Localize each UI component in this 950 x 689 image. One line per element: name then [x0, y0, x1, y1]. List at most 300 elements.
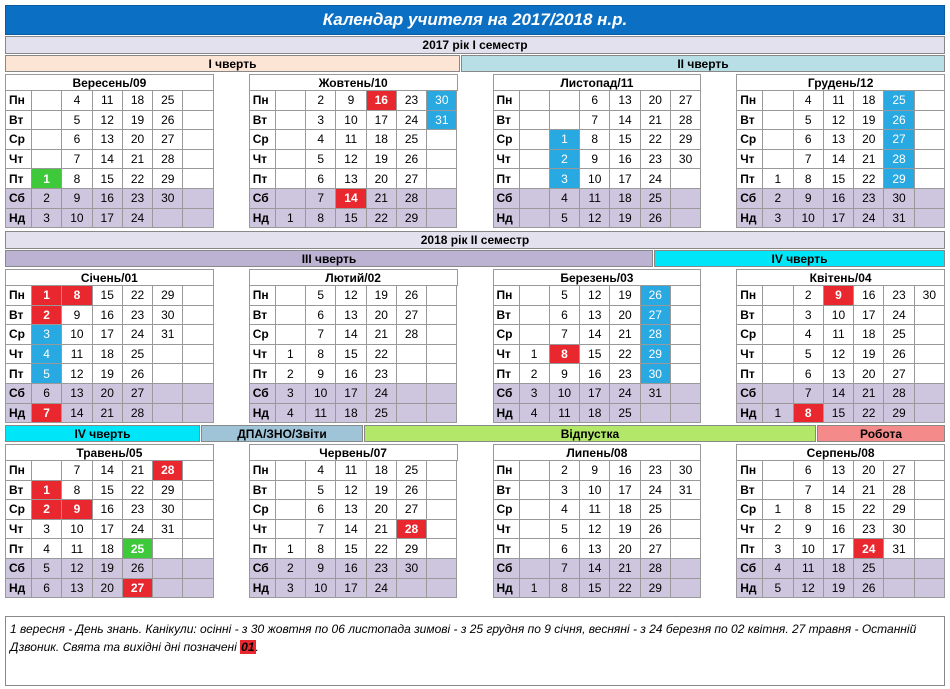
day-label: Вт	[494, 306, 520, 326]
day-label: Пт	[250, 169, 276, 189]
day-label: Нд	[6, 404, 32, 424]
empty-cell	[520, 461, 550, 481]
vacation-band: Відпустка	[364, 425, 816, 442]
month-grid	[5, 90, 214, 228]
day-label: Сб	[6, 384, 32, 404]
day-cell: 29	[397, 539, 427, 559]
day-cell: 8	[794, 169, 824, 189]
month-name: Жовтень/10	[249, 74, 458, 90]
day-cell: 14	[824, 481, 854, 501]
day-cell: 26	[884, 345, 914, 365]
day-cell: 29	[641, 345, 671, 365]
day-cell: 21	[854, 384, 884, 404]
day-label: Чт	[494, 150, 520, 170]
empty-cell	[183, 345, 213, 365]
note-end: .	[255, 640, 259, 654]
day-cell: 12	[580, 209, 610, 229]
day-cell: 9	[824, 286, 854, 306]
day-cell: 4	[276, 404, 306, 424]
day-cell: 6	[32, 579, 62, 599]
day-cell: 12	[62, 559, 92, 579]
day-cell: 1	[276, 539, 306, 559]
day-cell: 17	[824, 209, 854, 229]
day-cell: 9	[580, 150, 610, 170]
day-label: Нд	[6, 579, 32, 599]
day-cell: 14	[62, 404, 92, 424]
day-cell: 4	[763, 559, 793, 579]
day-cell: 12	[93, 111, 123, 131]
day-cell: 16	[367, 91, 397, 111]
day-cell: 7	[306, 325, 336, 345]
day-label: Сб	[737, 189, 763, 209]
day-cell: 25	[123, 539, 153, 559]
day-cell: 24	[367, 384, 397, 404]
empty-cell	[763, 306, 793, 326]
empty-cell	[520, 559, 550, 579]
day-cell: 6	[794, 364, 824, 384]
day-label: Ср	[737, 130, 763, 150]
day-cell: 15	[580, 345, 610, 365]
empty-cell	[671, 364, 701, 384]
day-label: Пн	[494, 286, 520, 306]
day-cell: 24	[397, 111, 427, 131]
day-cell: 1	[32, 169, 62, 189]
day-cell: 23	[641, 150, 671, 170]
dpa-band: ДПА/ЗНО/Звіти	[201, 425, 363, 442]
day-cell: 11	[306, 404, 336, 424]
day-cell: 29	[671, 130, 701, 150]
empty-cell	[153, 559, 183, 579]
day-cell: 19	[610, 286, 640, 306]
day-cell: 19	[610, 209, 640, 229]
day-cell: 21	[367, 325, 397, 345]
day-cell: 2	[550, 150, 580, 170]
day-label: Сб	[494, 384, 520, 404]
day-cell: 13	[62, 384, 92, 404]
empty-cell	[915, 189, 945, 209]
day-label: Нд	[494, 404, 520, 424]
day-cell: 10	[824, 306, 854, 326]
day-cell: 7	[550, 325, 580, 345]
day-cell: 5	[306, 150, 336, 170]
day-cell: 18	[610, 500, 640, 520]
day-cell: 2	[32, 500, 62, 520]
day-cell: 4	[520, 404, 550, 424]
day-label: Чт	[250, 345, 276, 365]
day-cell: 25	[153, 91, 183, 111]
empty-cell	[427, 500, 457, 520]
day-cell: 3	[763, 539, 793, 559]
day-cell: 6	[306, 306, 336, 326]
day-cell: 29	[397, 209, 427, 229]
day-cell: 10	[62, 520, 92, 540]
empty-cell	[520, 481, 550, 501]
month-block	[736, 444, 945, 600]
day-cell: 24	[884, 306, 914, 326]
day-cell: 9	[550, 364, 580, 384]
month-block	[5, 74, 214, 230]
day-cell: 22	[610, 345, 640, 365]
empty-cell	[520, 306, 550, 326]
empty-cell	[397, 579, 427, 599]
day-label: Пн	[250, 461, 276, 481]
empty-cell	[763, 345, 793, 365]
empty-cell	[183, 189, 213, 209]
day-cell: 9	[306, 559, 336, 579]
day-label: Сб	[737, 384, 763, 404]
day-cell: 4	[794, 91, 824, 111]
empty-cell	[183, 500, 213, 520]
empty-cell	[183, 404, 213, 424]
holiday-legend-marker: 01	[241, 640, 255, 654]
day-label: Нд	[737, 404, 763, 424]
day-cell: 12	[336, 286, 366, 306]
day-cell: 5	[763, 579, 793, 599]
empty-cell	[763, 461, 793, 481]
day-label: Ср	[6, 500, 32, 520]
day-cell: 16	[93, 306, 123, 326]
day-cell: 13	[336, 306, 366, 326]
day-cell: 26	[397, 150, 427, 170]
day-cell: 4	[306, 130, 336, 150]
day-cell: 31	[153, 520, 183, 540]
day-label: Нд	[250, 209, 276, 229]
day-cell: 13	[824, 364, 854, 384]
day-cell: 17	[93, 209, 123, 229]
day-cell: 27	[884, 130, 914, 150]
empty-cell	[183, 384, 213, 404]
day-cell: 14	[824, 150, 854, 170]
day-cell: 1	[32, 481, 62, 501]
day-cell: 29	[641, 579, 671, 599]
day-cell: 16	[824, 189, 854, 209]
empty-cell	[520, 189, 550, 209]
day-cell: 26	[397, 286, 427, 306]
day-cell: 19	[824, 579, 854, 599]
empty-cell	[276, 169, 306, 189]
month-name: Березень/03	[493, 269, 702, 285]
day-cell: 31	[641, 384, 671, 404]
empty-cell	[915, 111, 945, 131]
day-cell: 4	[32, 345, 62, 365]
day-cell: 23	[367, 364, 397, 384]
empty-cell	[671, 286, 701, 306]
month-block	[736, 269, 945, 425]
empty-cell	[153, 345, 183, 365]
day-cell: 27	[123, 579, 153, 599]
day-cell: 31	[884, 539, 914, 559]
day-label: Сб	[250, 559, 276, 579]
empty-cell	[520, 520, 550, 540]
day-label: Ср	[737, 325, 763, 345]
day-cell: 12	[62, 364, 92, 384]
day-label: Ср	[250, 325, 276, 345]
day-cell: 19	[123, 111, 153, 131]
empty-cell	[763, 384, 793, 404]
day-cell: 12	[794, 579, 824, 599]
empty-cell	[520, 286, 550, 306]
day-label: Пн	[494, 461, 520, 481]
day-cell: 2	[276, 559, 306, 579]
day-cell: 16	[93, 189, 123, 209]
day-cell: 12	[580, 286, 610, 306]
day-label: Нд	[737, 579, 763, 599]
day-cell: 24	[123, 520, 153, 540]
day-cell: 9	[794, 520, 824, 540]
empty-cell	[915, 169, 945, 189]
day-cell: 20	[610, 306, 640, 326]
day-label: Пт	[250, 364, 276, 384]
empty-cell	[397, 345, 427, 365]
day-cell: 1	[763, 500, 793, 520]
empty-cell	[427, 325, 457, 345]
day-cell: 21	[610, 325, 640, 345]
month-block	[493, 269, 702, 425]
day-label: Ср	[494, 325, 520, 345]
day-cell: 28	[397, 189, 427, 209]
empty-cell	[671, 520, 701, 540]
month-grid	[249, 460, 458, 598]
day-cell: 30	[884, 520, 914, 540]
day-cell: 3	[550, 481, 580, 501]
day-cell: 10	[794, 209, 824, 229]
day-cell: 6	[550, 539, 580, 559]
day-cell: 24	[610, 384, 640, 404]
day-cell: 25	[854, 559, 884, 579]
day-cell: 16	[610, 150, 640, 170]
month-grid	[736, 460, 945, 598]
day-cell: 22	[367, 209, 397, 229]
day-cell: 20	[854, 130, 884, 150]
day-cell: 25	[123, 345, 153, 365]
month-grid	[493, 90, 702, 228]
day-cell: 1	[763, 404, 793, 424]
empty-cell	[915, 559, 945, 579]
empty-cell	[671, 189, 701, 209]
day-cell: 5	[306, 481, 336, 501]
day-cell: 12	[336, 481, 366, 501]
empty-cell	[183, 461, 213, 481]
day-label: Вт	[737, 306, 763, 326]
day-cell: 4	[32, 539, 62, 559]
empty-cell	[183, 481, 213, 501]
day-cell: 24	[641, 481, 671, 501]
month-grid	[736, 285, 945, 423]
day-cell: 4	[306, 461, 336, 481]
day-cell: 30	[884, 189, 914, 209]
day-cell: 1	[763, 169, 793, 189]
day-cell: 28	[884, 150, 914, 170]
day-label: Чт	[494, 345, 520, 365]
day-cell: 13	[336, 500, 366, 520]
note-text: 1 вересня - День знань. Канікули: осінні - з 30 жовтня по 06 листопада зимові - з 25 грудня по 9 січня, весняні - з 24 березня по 02 квітня. 27 травня - Останній Дзвоник. Свята та вихідні дні позначені	[10, 622, 917, 654]
day-cell: 1	[520, 345, 550, 365]
day-cell: 22	[123, 169, 153, 189]
day-cell: 5	[32, 364, 62, 384]
day-label: Пн	[6, 91, 32, 111]
quarter-1-band: I чверть	[5, 55, 460, 72]
day-cell: 11	[62, 345, 92, 365]
day-label: Сб	[6, 559, 32, 579]
day-cell: 22	[854, 500, 884, 520]
day-cell: 4	[550, 189, 580, 209]
day-cell: 23	[854, 520, 884, 540]
day-cell: 14	[824, 384, 854, 404]
day-cell: 6	[580, 91, 610, 111]
day-cell: 11	[794, 559, 824, 579]
day-label: Пн	[6, 461, 32, 481]
empty-cell	[276, 91, 306, 111]
day-label: Пн	[737, 91, 763, 111]
day-cell: 30	[153, 500, 183, 520]
day-cell: 8	[794, 404, 824, 424]
day-cell: 2	[32, 306, 62, 326]
day-cell: 27	[671, 91, 701, 111]
day-label: Нд	[250, 404, 276, 424]
day-cell: 30	[427, 91, 457, 111]
empty-cell	[763, 325, 793, 345]
day-label: Ср	[250, 500, 276, 520]
empty-cell	[276, 150, 306, 170]
day-cell: 21	[641, 111, 671, 131]
day-cell: 6	[794, 461, 824, 481]
day-cell: 3	[32, 209, 62, 229]
day-cell: 27	[397, 306, 427, 326]
day-cell: 8	[306, 539, 336, 559]
calendar-title: Календар учителя на 2017/2018 н.р.	[5, 5, 945, 35]
empty-cell	[153, 364, 183, 384]
day-cell: 6	[62, 130, 92, 150]
day-cell: 28	[884, 384, 914, 404]
empty-cell	[427, 306, 457, 326]
day-label: Пн	[250, 91, 276, 111]
day-cell: 20	[367, 169, 397, 189]
day-cell: 21	[367, 520, 397, 540]
day-cell: 16	[93, 500, 123, 520]
day-label: Пт	[6, 169, 32, 189]
day-cell: 3	[32, 325, 62, 345]
empty-cell	[671, 306, 701, 326]
day-cell: 13	[824, 461, 854, 481]
day-cell: 18	[93, 345, 123, 365]
day-cell: 19	[367, 481, 397, 501]
day-cell: 21	[854, 481, 884, 501]
day-cell: 21	[93, 404, 123, 424]
day-cell: 3	[794, 306, 824, 326]
day-label: Вт	[250, 481, 276, 501]
empty-cell	[915, 384, 945, 404]
empty-cell	[520, 325, 550, 345]
day-label: Чт	[250, 520, 276, 540]
day-cell: 17	[854, 306, 884, 326]
day-label: Пт	[250, 539, 276, 559]
day-cell: 23	[397, 91, 427, 111]
empty-cell	[32, 150, 62, 170]
day-cell: 17	[336, 579, 366, 599]
day-cell: 1	[276, 345, 306, 365]
day-cell: 20	[854, 364, 884, 384]
empty-cell	[641, 404, 671, 424]
day-label: Сб	[250, 384, 276, 404]
day-cell: 7	[580, 111, 610, 131]
empty-cell	[427, 559, 457, 579]
day-cell: 10	[580, 169, 610, 189]
day-cell: 7	[306, 520, 336, 540]
day-label: Ср	[494, 500, 520, 520]
day-cell: 10	[62, 209, 92, 229]
day-cell: 24	[123, 209, 153, 229]
month-grid	[736, 90, 945, 228]
empty-cell	[32, 91, 62, 111]
empty-cell	[427, 150, 457, 170]
day-label: Пт	[494, 364, 520, 384]
day-cell: 27	[884, 364, 914, 384]
empty-cell	[153, 404, 183, 424]
day-label: Пт	[6, 364, 32, 384]
day-label: Ср	[6, 325, 32, 345]
day-cell: 10	[336, 111, 366, 131]
empty-cell	[671, 345, 701, 365]
empty-cell	[32, 130, 62, 150]
empty-cell	[763, 286, 793, 306]
day-cell: 30	[915, 286, 945, 306]
day-cell: 18	[854, 91, 884, 111]
day-cell: 7	[62, 150, 92, 170]
quarter-2-band: II чверть	[461, 55, 945, 72]
day-cell: 19	[93, 364, 123, 384]
empty-cell	[276, 286, 306, 306]
day-cell: 10	[306, 384, 336, 404]
day-cell: 21	[123, 461, 153, 481]
day-cell: 15	[610, 130, 640, 150]
months-container	[5, 444, 945, 600]
day-cell: 14	[610, 111, 640, 131]
day-cell: 29	[884, 169, 914, 189]
month-name: Грудень/12	[736, 74, 945, 90]
day-cell: 14	[336, 520, 366, 540]
day-cell: 13	[580, 539, 610, 559]
day-cell: 18	[367, 461, 397, 481]
day-cell: 11	[550, 404, 580, 424]
day-cell: 7	[62, 461, 92, 481]
month-block	[5, 269, 214, 425]
day-cell: 2	[520, 364, 550, 384]
day-label: Пн	[737, 461, 763, 481]
month-block	[249, 444, 458, 600]
day-cell: 5	[306, 286, 336, 306]
day-label: Пн	[6, 286, 32, 306]
day-cell: 21	[610, 559, 640, 579]
empty-cell	[671, 169, 701, 189]
day-cell: 15	[824, 169, 854, 189]
empty-cell	[763, 481, 793, 501]
day-label: Ср	[494, 130, 520, 150]
day-label: Вт	[494, 111, 520, 131]
months-container	[5, 269, 945, 425]
day-cell: 21	[854, 150, 884, 170]
day-cell: 23	[123, 306, 153, 326]
day-cell: 17	[610, 169, 640, 189]
day-cell: 27	[397, 500, 427, 520]
day-cell: 15	[336, 345, 366, 365]
empty-cell	[520, 130, 550, 150]
quarter-4-band-2: IV чверть	[5, 425, 200, 442]
day-label: Пн	[494, 91, 520, 111]
day-cell: 11	[336, 130, 366, 150]
day-cell: 18	[580, 404, 610, 424]
day-cell: 31	[427, 111, 457, 131]
empty-cell	[183, 520, 213, 540]
